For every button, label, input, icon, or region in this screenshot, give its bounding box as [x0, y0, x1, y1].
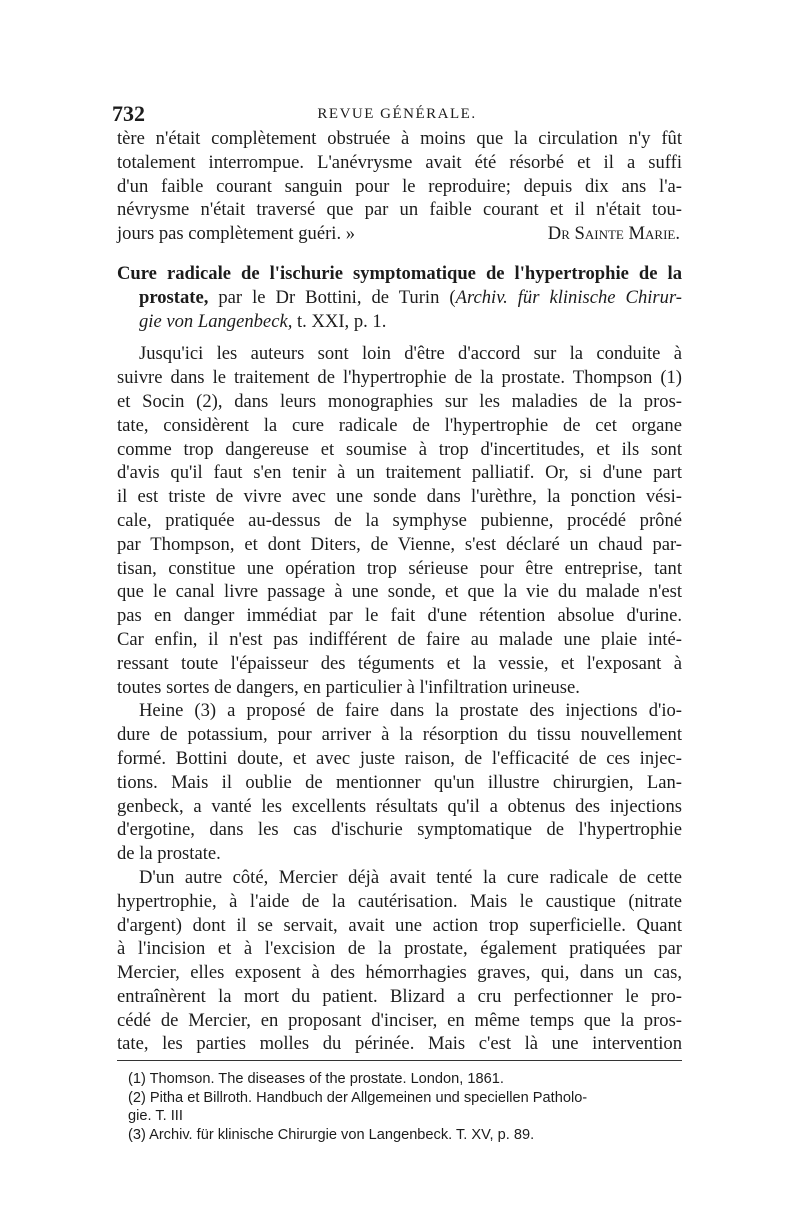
text-line: cale, pratiquée au-dessus de la symphyse pubienne, procédé prôné — [117, 509, 682, 531]
text-line: comme trop dangereuse et soumise à trop d'incertitudes, et ils sont — [117, 438, 682, 460]
text-line: Mercier, elles exposent à des hémorrhagies graves, qui, dans un cas, — [117, 962, 682, 984]
article-title — [117, 262, 682, 333]
footnote-continuation: gie. T. III — [128, 1108, 183, 1124]
running-head: REVUE GÉNÉRALE. — [317, 106, 477, 122]
text-line: névrysme n'était traversé que par un faible courant et il n'était tou- — [117, 199, 682, 221]
text-line: tate, les parties molles du périnée. Mais c'est là une intervention — [117, 1033, 682, 1055]
text-line: D'un autre côté, Mercier déjà avait tenté la cure radicale de cette — [139, 866, 682, 888]
text-line: de la prostate. — [117, 843, 221, 865]
text-line: tère n'était complètement obstruée à moins que la circulation n'y fût — [117, 128, 682, 149]
previous-article-end — [117, 127, 682, 246]
title-line: Cure radicale de l'ischurie symptomatique de l'hypertrophie de la — [117, 262, 682, 284]
footnote-divider — [117, 1060, 682, 1061]
text-line: ressant toute l'épaisseur des téguments et la vessie, et l'exposant à — [117, 652, 682, 674]
footnote: (1) Thomson. The diseases of the prostate. London, 1861. — [128, 1071, 504, 1087]
text-line: à l'incision et à l'excision de la prostate, également pratiquées par — [117, 938, 682, 960]
text-line: tions. Mais il oublie de mentionner qu'un illustre chirurgien, Lan- — [117, 771, 682, 793]
text-line: cédé de Mercier, en proposant d'inciser, en même temps que la pros- — [117, 1009, 682, 1031]
text-line: totalement interrompue. L'anévrysme avait été résorbé et il a suffi — [117, 151, 682, 173]
text-line: genbeck, a vanté les excellents résultats qu'il a obtenus des injections — [117, 795, 682, 817]
text-line: dure de potassium, pour arriver à la résorption du tissu nouvellement — [117, 724, 682, 746]
title-author: par le Dr Bottini, de Turin ( — [208, 286, 456, 308]
author-signature: Dr Sainte Marie. — [547, 223, 680, 245]
title-source: Archiv. für klinische Chirur- — [455, 286, 682, 308]
text-line: formé. Bottini doute, et avec juste raison, de l'efficacité de ces injec- — [117, 747, 682, 769]
text-line: d'avis qu'il faut s'en tenir à un traitement palliatif. Or, si d'une part — [117, 462, 682, 484]
text-line: jours pas complètement guéri. » — [117, 223, 356, 245]
text-line: pas en danger immédiat par le fait d'une rétention absolue d'urine. — [117, 605, 682, 627]
text-line: Jusqu'ici les auteurs sont loin d'être d'accord sur la conduite à — [139, 343, 682, 365]
text-line: par Thompson, et dont Diters, de Vienne, s'est déclaré un chaud par- — [117, 533, 682, 555]
paragraph-3 — [117, 866, 682, 1056]
text-line: d'un faible courant sanguin pour le reproduire; depuis dix ans l'a- — [117, 175, 682, 197]
text-line: que le canal livre passage à une sonde, et que la vie du malade n'est — [117, 581, 682, 603]
footnote: (2) Pitha et Billroth. Handbuch der Allgemeinen und speciellen Patholo- — [128, 1089, 588, 1106]
title-line — [117, 310, 682, 334]
title-line — [117, 286, 682, 310]
text-line: entraînèrent la mort du patient. Blizard a cru perfectionner le pro- — [117, 985, 682, 1007]
page-header — [112, 101, 682, 129]
text-line: hypertrophie, à l'aide de la cautérisation. Mais le caustique (nitrate — [117, 890, 682, 912]
text-line: Heine (3) a proposé de faire dans la prostate des injections d'io- — [139, 700, 682, 722]
text-line: d'argent) dont il se servait, avait une action trop superficielle. Quant — [117, 914, 682, 936]
title-source: gie von Langenbeck, — [139, 310, 293, 332]
text-line: tisan, constitue une opération trop sérieuse pour être entreprise, tant — [117, 557, 682, 579]
text-line: toutes sortes de dangers, en particulier à l'infiltration urineuse. — [117, 676, 580, 698]
footnotes — [128, 1070, 678, 1144]
footnote: (3) Archiv. für klinische Chirurgie von Langenbeck. T. XV, p. 89. — [128, 1126, 535, 1143]
title-volume: t. XXI, p. 1. — [292, 310, 387, 332]
text-line: suivre dans le traitement de l'hypertrophie de la prostate. Thompson (1) — [117, 367, 682, 389]
page-body — [117, 127, 682, 1056]
text-line: tate, considèrent la cure radicale de l'hypertrophie de cet organe — [117, 414, 682, 436]
page-number: 732 — [112, 101, 145, 126]
spacer — [117, 333, 682, 342]
text-line: il est triste de vivre avec une sonde dans l'urèthre, la ponction vési- — [117, 486, 682, 508]
paragraph-2 — [117, 699, 682, 866]
closing-line — [117, 222, 682, 246]
text-line: et Socin (2), dans leurs monographies sur les maladies de la pros- — [117, 390, 682, 412]
title-keyword: prostate, — [139, 286, 209, 308]
text-line: d'ergotine, dans les cas d'ischurie symptomatique de l'hypertrophie — [117, 819, 682, 841]
text-line: Car enfin, il n'est pas indifférent de faire au malade une plaie inté- — [117, 628, 682, 650]
paragraph-1 — [117, 342, 682, 699]
